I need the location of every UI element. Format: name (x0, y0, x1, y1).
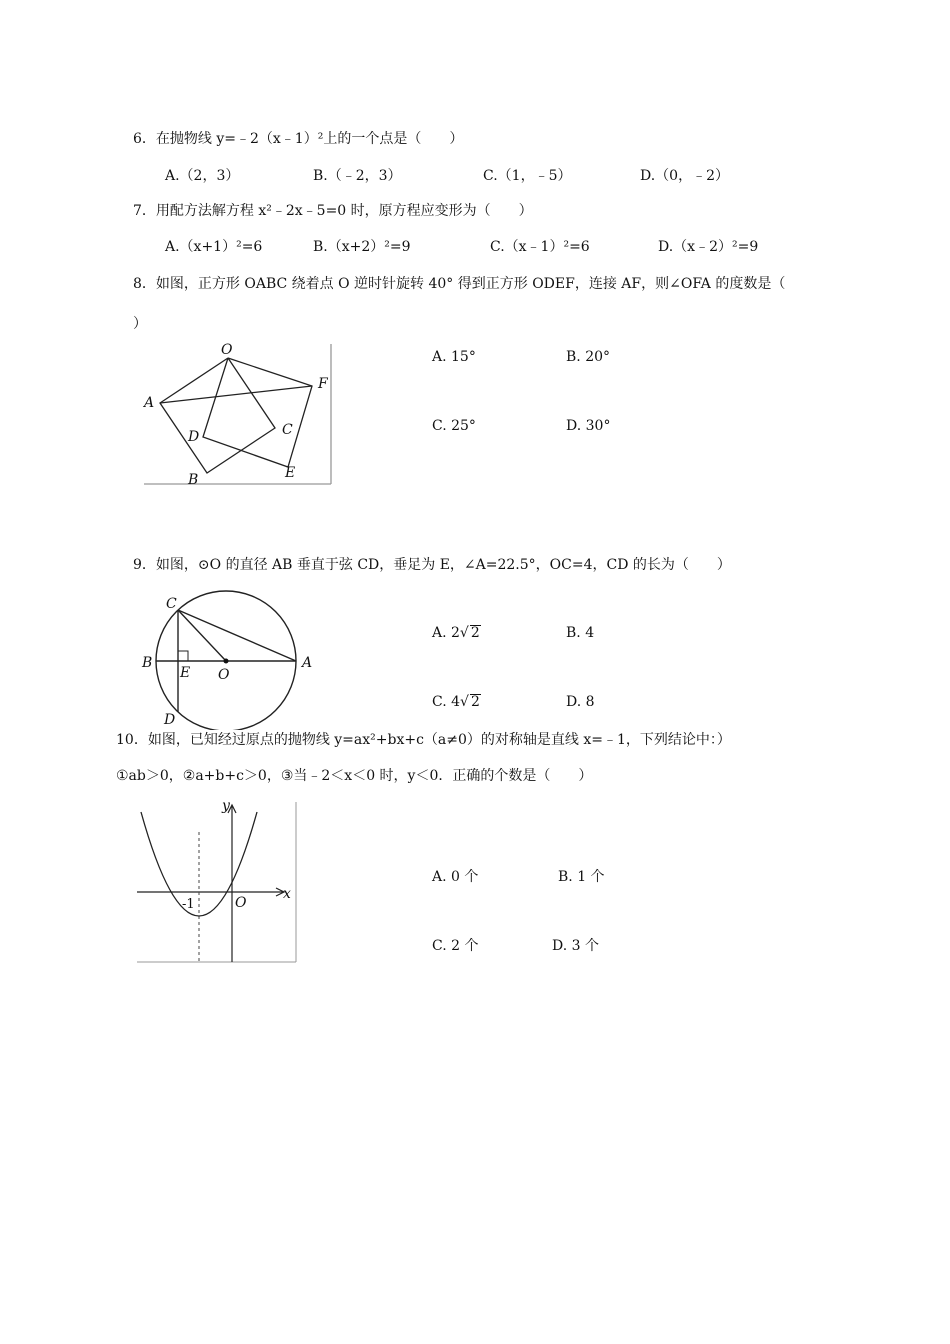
q6-stem: 6．在抛物线 y=﹣2（x﹣1）²上的一个点是（ ） (133, 131, 464, 147)
q9-label-c: C (166, 596, 177, 612)
q8-option-d: D. 30° (566, 418, 611, 434)
q9-option-d: D. 8 (566, 694, 595, 710)
q9-figure (138, 588, 328, 730)
q8-option-a: A. 15° (432, 349, 476, 365)
q9-stem: 9．如图，⊙O 的直径 AB 垂直于弦 CD，垂足为 E，∠A=22.5°，OC=4，CD 的长为（ ） (133, 557, 731, 573)
q8-label-d: D (188, 429, 200, 445)
q10-stem-line1: 10．如图，已知经过原点的抛物线 y=ax²+bx+c（a≠0）的对称轴是直线 x=﹣1，下列结论中：） (116, 732, 731, 748)
q10-label-x: x (283, 886, 291, 902)
q8-label-b: B (188, 472, 199, 488)
q10-label-minus1: -1 (182, 897, 195, 912)
q8-label-e: E (285, 465, 296, 481)
q8-label-f: F (318, 376, 328, 392)
q9-label-o: O (218, 667, 230, 683)
q9-option-a-prefix: A. 2 (432, 625, 460, 641)
q6-option-a: A.（2，3） (165, 168, 240, 184)
q8-stem-line1: 8．如图，正方形 OABC 绕着点 O 逆时针旋转 40° 得到正方形 ODEF，连接 AF，则∠OFA 的度数是（ (133, 276, 786, 292)
q6-option-b: B.（﹣2，3） (313, 168, 402, 184)
q7-stem: 7．用配方法解方程 x²﹣2x﹣5=0 时，原方程应变形为（ ） (133, 203, 533, 219)
q10-option-a: A. 0 个 (432, 869, 479, 885)
sqrt-symbol-icon: √ (460, 694, 469, 710)
q10-stem-line2: ①ab＞0，②a+b+c＞0，③当﹣2＜x＜0 时，y＜0．正确的个数是（ ） (116, 768, 593, 784)
q7-option-b: B.（x+2）²=9 (313, 239, 411, 255)
q8-label-o: O (221, 342, 233, 358)
q8-label-c: C (282, 422, 293, 438)
q10-figure (133, 796, 303, 968)
q8-stem-line2: ） (133, 316, 147, 332)
q9-label-e: E (180, 665, 191, 681)
q9-option-b: B. 4 (566, 625, 595, 641)
q10-label-y: y (222, 798, 230, 814)
q9-option-c (432, 694, 481, 710)
q9-option-c-prefix: C. 4 (432, 694, 461, 710)
q9-option-a-radicand: 2 (470, 625, 480, 641)
q8-option-b: B. 20° (566, 349, 611, 365)
q8-label-a: A (144, 395, 155, 411)
q7-option-d: D.（x﹣2）²=9 (658, 239, 759, 255)
q8-option-c: C. 25° (432, 418, 476, 434)
q9-label-b: B (142, 655, 153, 671)
q9-option-c-radicand: 2 (470, 694, 480, 710)
q6-option-d: D.（0，﹣2） (640, 168, 729, 184)
q7-option-c: C.（x﹣1）²=6 (490, 239, 590, 255)
q10-option-b: B. 1 个 (558, 869, 605, 885)
q9-label-a: A (302, 655, 313, 671)
q10-label-o: O (235, 895, 247, 911)
q9-option-a (432, 625, 481, 641)
q10-option-d: D. 3 个 (552, 938, 599, 954)
q9-label-d: D (164, 712, 176, 728)
q10-option-c: C. 2 个 (432, 938, 479, 954)
sqrt-symbol-icon: √ (459, 625, 469, 641)
q6-option-c: C.（1，﹣5） (483, 168, 572, 184)
q8-figure (140, 340, 340, 490)
q7-option-a: A.（x+1）²=6 (165, 239, 263, 255)
